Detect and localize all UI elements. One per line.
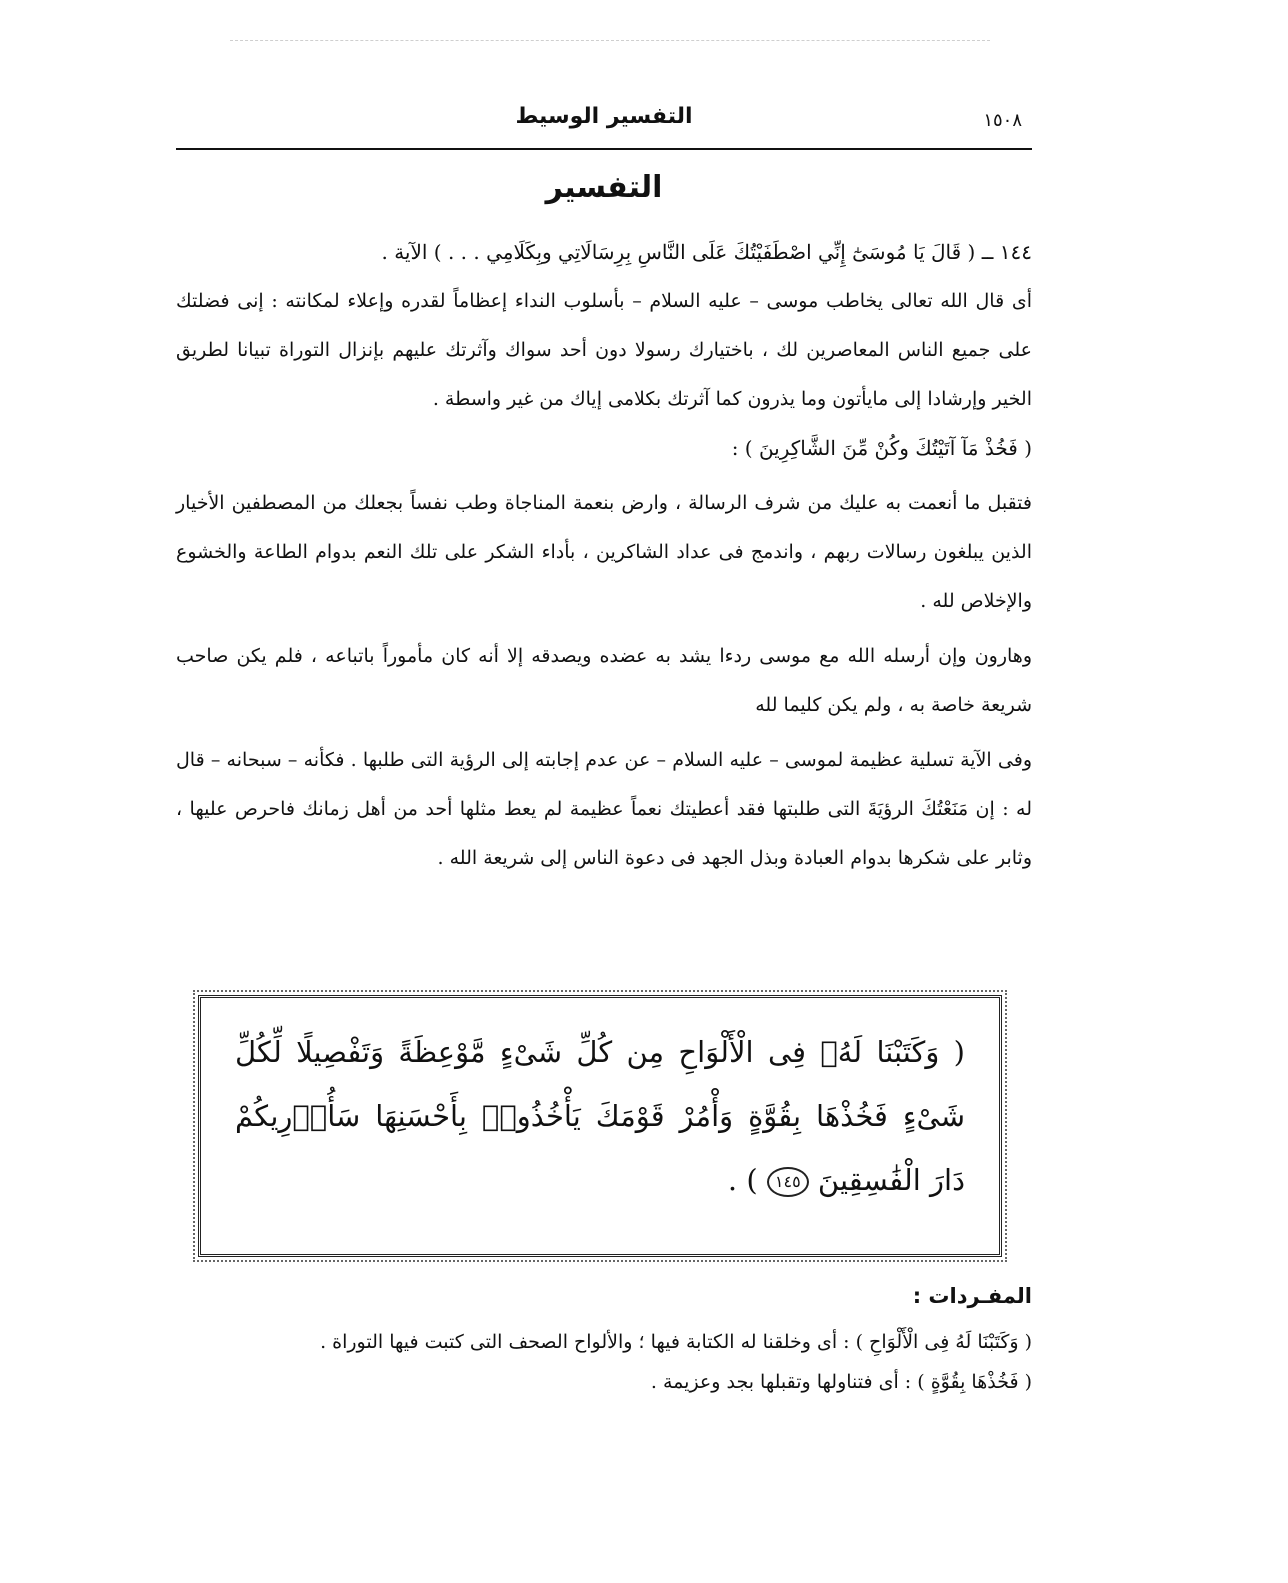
vocabulary-item: ( فَخُذْهَا بِقُوَّةٍ ) : أى فتناولها وتقبلها بجد وعزيمة . xyxy=(650,1371,1032,1393)
verse-145-body: ( وَكَتَبْنَا لَهُۥ فِى الْأَلْوَاحِ مِن كُلِّ شَىْءٍ مَّوْعِظَةً وَتَفْصِيلًا لِّكُلِّ شَىْءٍ فَخُذْهَا بِقُوَّةٍ وَأْمُرْ قَوْمَكَ يَأْخُذُوا۟ بِأَحْسَنِهَا سَأُو۟رِيكُمْ دَارَ الْفَٰسِقِينَ xyxy=(235,1035,965,1197)
top-dashed-line xyxy=(230,40,990,41)
verse-145-text xyxy=(235,1020,965,1212)
paragraph-4: وفى الآية تسلية عظيمة لموسى – عليه السلام – عن عدم إجابته إلى الرؤية التى طلبها . فكأنه – سبحانه – قال له : إن مَنَعْتُكَ الرؤيَةَ التى طلبتها فقد أعطيتك نعماً عظيمة لم يعط مثلها أحد من أهل زمانك فاحرص عليها ، وثابر على شكرها بدوام العبادة وبذل الجهد فى دعوة الناس إلى شريعة الله . xyxy=(176,749,1032,869)
verse-145-box xyxy=(198,995,1002,1257)
vocabulary-section xyxy=(176,1276,1032,1402)
paragraph-2: فتقبل ما أنعمت به عليك من شرف الرسالة ، وارض بنعمة المناجاة وطب نفساً بجعلك من المصطفين الأخيار الذين يبلغون رسالات ربهم ، واندمج فى عداد الشاكرين ، بأداء الشكر على تلك النعم بدوام الطاعة والخشوع والإخلاص لله . xyxy=(176,492,1032,612)
verse-quote: ( فَخُذْ مَآ آتَيْتُكَ وكُنْ مِّنَ الشَّاكِرِينَ ) : xyxy=(731,436,1032,460)
commentary-body xyxy=(176,228,1032,883)
header-rule xyxy=(176,148,1032,150)
verse-145-closing: ) . xyxy=(727,1163,758,1197)
vocabulary-heading: المفـردات : xyxy=(912,1284,1032,1308)
section-title: التفسير xyxy=(545,170,663,205)
paragraph-3: وهارون وإن أرسله الله مع موسى ردءا يشد به عضده ويصدقه إلا أنه كان مأموراً باتباعه ، فلم يكن صاحب شريعة خاصة به ، ولم يكن كليما لله xyxy=(176,645,1032,716)
verse-144-heading: ١٤٤ ــ ( قَالَ يَا مُوسَىٰٓ إِنِّي اصْطَفَيْتُكَ عَلَى النَّاسِ بِرِسَالَاتِي وبِكَلَامِي . . . ) الآية . xyxy=(381,240,1032,264)
running-title: التفسير الوسيط xyxy=(515,104,693,129)
paragraph-1: أى قال الله تعالى يخاطب موسى – عليه السلام – بأسلوب النداء إعظاماً لقدره وإعلاء لمكانته : إنى فضلتك على جميع الناس المعاصرين لك ، باختيارك رسولا دون أحد سواك وآثرتك عليهم بإنزال التوراة تبيانا لطريق الخير وإرشادا إلى مايأتون وما يذرون كما آثرتك بكلامى إياك من غير واسطة . xyxy=(176,290,1032,410)
page-number: ١٥٠٨ xyxy=(983,110,1022,131)
page-header xyxy=(176,104,1032,144)
vocabulary-item: ( وَكَتَبْنَا لَهُ فِى الْأَلْوَاحِ ) : أى وخلقنا له الكتابة فيها ؛ والألواح الصحف التى كتبت فيها التوراة . xyxy=(320,1331,1032,1353)
ayah-number-marker: ١٤٥ xyxy=(767,1167,809,1197)
